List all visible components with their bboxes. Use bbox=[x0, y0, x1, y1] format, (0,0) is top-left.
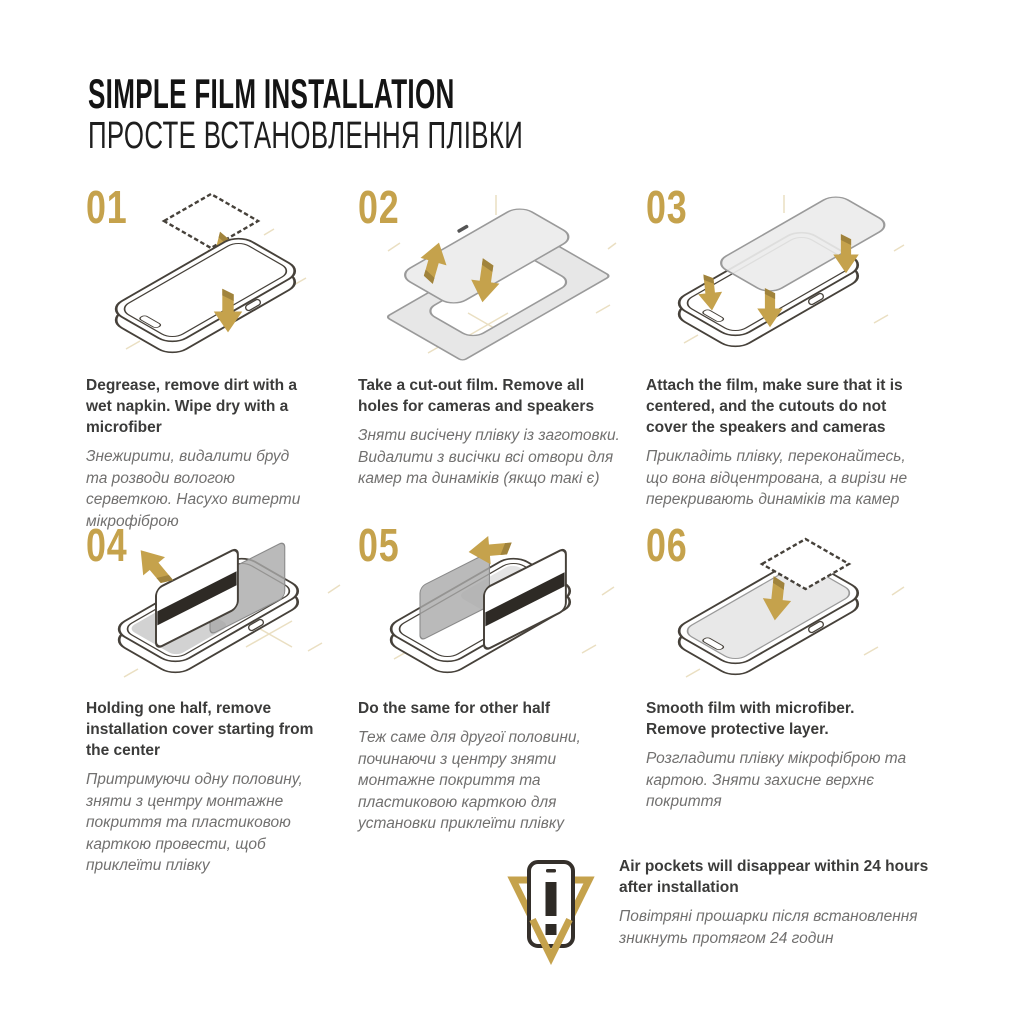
step-05-text-uk: Теж саме для другої половини, починаючи з центру зняти монтажне покриття та пластиковою карткою для установки приклеїти плівку bbox=[358, 729, 581, 832]
step-05-illustration card-remove-other-half-icon bbox=[368, 529, 618, 689]
step-04-text-en: Holding one half, remove installation cover starting from the center bbox=[86, 700, 314, 759]
speaker-icon bbox=[546, 869, 556, 873]
air-pockets-note bbox=[505, 856, 931, 968]
step-01 bbox=[86, 183, 316, 532]
step-02-text-en: Take a cut-out film. Remove all holes for cameras and speakers bbox=[358, 377, 595, 415]
page-title: SIMPLE FILM INSTALLATION bbox=[88, 70, 455, 117]
step-03-text-en: Attach the film, make sure that it is centered, and the cutouts do not cover the speakers and cameras bbox=[646, 377, 903, 436]
step-03 bbox=[646, 183, 918, 511]
exclamation-dot-icon bbox=[546, 924, 557, 935]
exclamation-bar-icon bbox=[546, 882, 557, 916]
step-01-number: 01 bbox=[86, 181, 128, 233]
step-05-text-en: Do the same for other half bbox=[358, 700, 551, 717]
step-03-number: 03 bbox=[646, 181, 688, 233]
note-text-uk: Повітряні прошарки після встановлення зникнуть протягом 24 годин bbox=[619, 908, 918, 947]
step-06 bbox=[646, 521, 918, 813]
step-02-number: 02 bbox=[358, 181, 400, 233]
step-06-illustration smooth-film-icon bbox=[656, 529, 906, 689]
step-06-number: 06 bbox=[646, 519, 688, 571]
step-03-illustration film-onto-phone-icon bbox=[656, 191, 906, 366]
speaker-cutout-icon bbox=[457, 224, 469, 233]
phone-exclamation-warning-icon bbox=[505, 856, 597, 968]
step-04-text-uk: Притримуючи одну половину, зняти з центру монтажне покриття та пластиковою карткою провести, щоб приклеїти плівку bbox=[86, 771, 303, 874]
step-03-text-uk: Прикладіть плівку, переконайтесь, що вона відцентрована, а вирізи не перекривають динаміків та камер bbox=[646, 448, 908, 508]
note-text-en: Air pockets will disappear within 24 hours after installation bbox=[619, 858, 929, 896]
step-02-illustration film-cutout-sheet-icon bbox=[368, 191, 618, 366]
page-subtitle: ПРОСТЕ ВСТАНОВЛЕННЯ ПЛІВКИ bbox=[88, 115, 524, 157]
step-04 bbox=[86, 521, 336, 877]
note-texts bbox=[619, 856, 931, 949]
step-02-text-uk: Зняти висічену плівку із заготовки. Видалити з висічки всі отвори для камер та динаміків (якщо такі є) bbox=[358, 427, 620, 487]
step-06-text-en: Smooth film with microfiber. Remove protective layer. bbox=[646, 700, 855, 738]
step-05-number: 05 bbox=[358, 519, 400, 571]
step-05 bbox=[358, 521, 622, 835]
step-01-text-uk: Знежирити, видалити бруд та розводи вологою серветкою. Насухо витерти мікрофіброю bbox=[86, 448, 301, 530]
step-01-illustration napkin-cloth-phone-icon bbox=[96, 191, 346, 366]
title-block bbox=[88, 72, 728, 156]
step-04-number: 04 bbox=[86, 519, 128, 571]
step-01-text-en: Degrease, remove dirt with a wet napkin. Wipe dry with a microfiber bbox=[86, 377, 298, 436]
step-02 bbox=[358, 183, 624, 490]
step-04-illustration card-remove-half-icon bbox=[96, 529, 346, 689]
step-06-text-uk: Розгладити плівку мікрофіброю та картою. Зняти захисне верхнє покриття bbox=[646, 750, 907, 810]
